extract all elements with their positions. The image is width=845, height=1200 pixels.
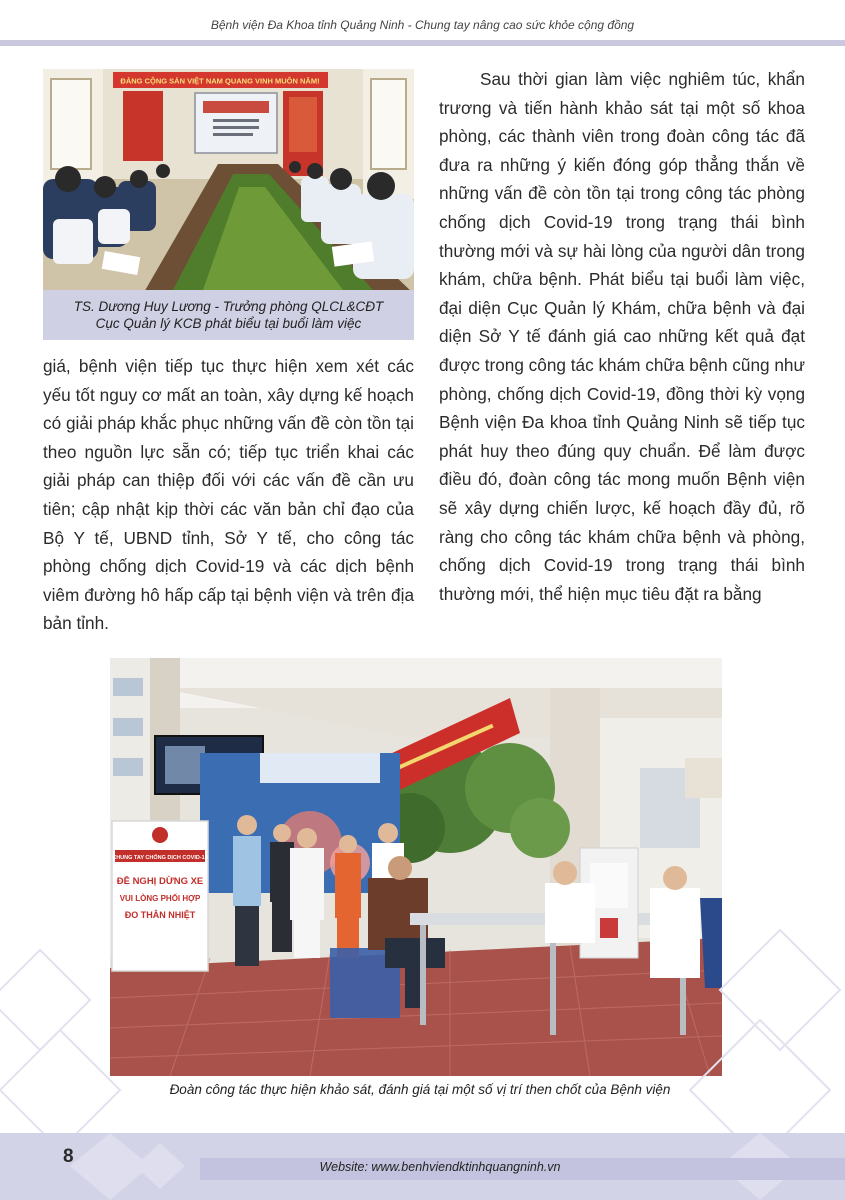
sign-line-1: CHUNG TAY CHỐNG DỊCH COVID-19: [112, 855, 208, 861]
page-number: 8: [63, 1146, 74, 1167]
meeting-banner-text: ĐẢNG CỘNG SẢN VIỆT NAM QUANG VINH MUÔN NĂM!: [120, 76, 320, 86]
meeting-photo-caption: [43, 290, 414, 340]
website-link[interactable]: Website: www.benhviendktinhquangninh.vn: [319, 1160, 561, 1174]
caption-line-1: TS. Dương Huy Lương - Trưởng phòng QLCL&CĐT: [73, 299, 384, 314]
caption-line-2: Cục Quản lý KCB phát biểu tại buổi làm việc: [95, 316, 362, 331]
running-header: Bệnh viện Đa Khoa tỉnh Quảng Ninh - Chung tay nâng cao sức khỏe cộng đồng: [210, 18, 635, 32]
sign-line-3: VUI LÒNG PHỐI HỢP: [119, 894, 201, 903]
meeting-photo: [43, 69, 414, 290]
sign-line-2: ĐỀ NGHỊ DỪNG XE: [116, 876, 204, 887]
left-column-paragraph: giá, bệnh viện tiếp tục thực hiện xem xét các yếu tốt nguy cơ mất an toàn, xây dựng kế hoạch có giải pháp khắc phục những vấn đề còn tồn tại theo nguồn lực sẵn có; tiếp tục triển khai các giải pháp can thiệp đối với các vấn đề cần ưu tiên; cập nhật kịp thời các văn bản chỉ đạo của Bộ Y tế, UBND tỉnh, Sở Y tế, cho công tác phòng chống dịch Covid-19 và các dịch bệnh viêm đường hô hấp cấp tại bệnh viện và trên địa bản tỉnh.: [43, 356, 414, 634]
sign-line-4: ĐO THÂN NHIỆT: [124, 910, 196, 920]
background-diamond-pattern: [0, 870, 845, 1135]
screening-photo-caption: Đoàn công tác thực hiện khảo sát, đánh giá tại một số vị trí then chốt của Bệnh viện: [169, 1082, 671, 1097]
right-column-paragraph: Sau thời gian làm việc nghiêm túc, khẩn trương và tiến hành khảo sát tại một số khoa phòng, các thành viên trong đoàn công tác đã đưa ra những ý kiến đóng góp thẳng thắn về những vấn đề còn tồn tại trong công tác phòng chống dịch Covid-19 trong trạng thái bình thường mới và sự hài lòng của người dân trong khám, chữa bệnh. Phát biểu tại buổi làm việc, đại diện Cục Quản lý Khám, chữa bệnh và đại diện Sở Y tế đánh giá cao những kết quả đạt được trong công tác khám chữa bệnh cũng như phòng, chống dịch Covid-19, đồng thời kỳ vọng Bệnh viện Đa khoa tỉnh Quảng Ninh sẽ tiếp tục phát huy theo đúng quy chuẩn. Để làm được điều đó, đoàn công tác mong muốn Bệnh viện sẽ xây dựng chiến lược, kế hoạch đầy đủ, rõ ràng cho công tác khám chữa bệnh và phòng, chống dịch Covid-19 trong trạng thái bình thường mới, thể hiện mục tiêu đặt ra bằng: [439, 69, 805, 604]
header-rule: [0, 40, 845, 46]
